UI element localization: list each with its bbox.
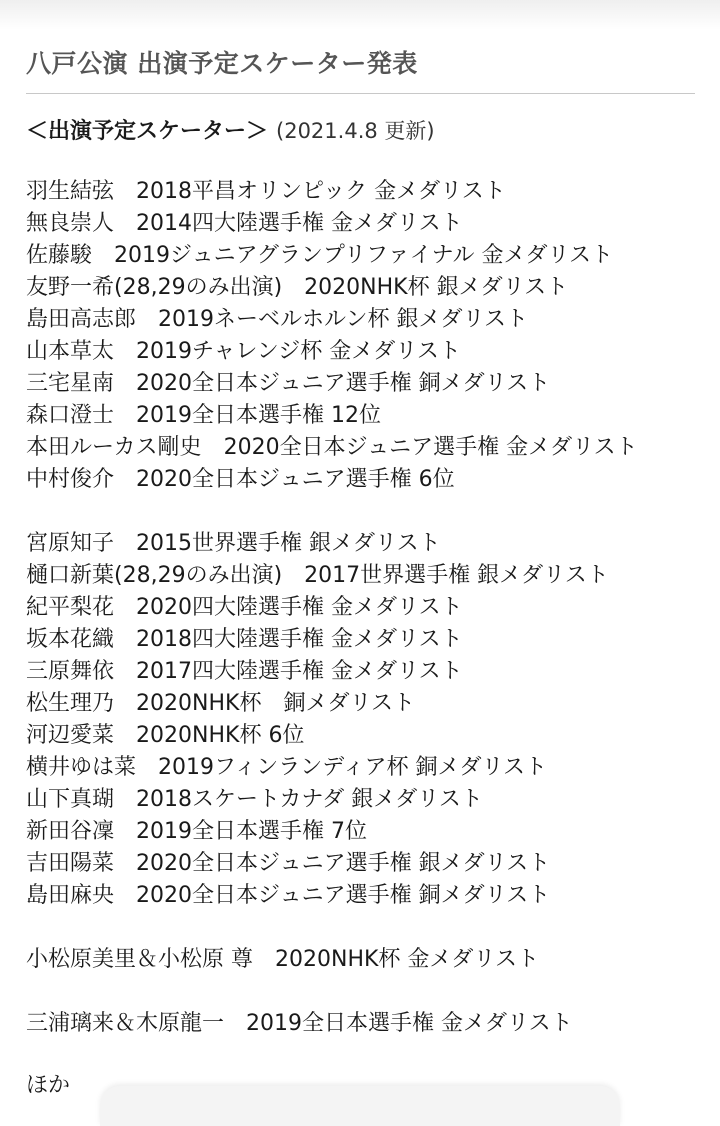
skater-achievement: 2020全日本ジュニア選手権 6位 bbox=[136, 467, 455, 492]
skater-entry bbox=[26, 402, 381, 430]
others-note: ほか bbox=[26, 1073, 71, 1098]
skater-entry bbox=[26, 882, 550, 910]
skater-entry bbox=[26, 850, 550, 878]
skater-name: 森口澄士 bbox=[26, 403, 115, 428]
skater-achievement: 2018四大陸選手権 金メダリスト bbox=[136, 627, 463, 652]
skater-achievement: 2019全日本選手権 7位 bbox=[136, 819, 368, 844]
skater-achievement: 2019全日本選手権 12位 bbox=[136, 403, 382, 428]
skater-name: 島田麻央 bbox=[26, 883, 115, 908]
skater-achievement: 2018平昌オリンピック 金メダリスト bbox=[136, 179, 506, 204]
bottom-sheet[interactable] bbox=[100, 1086, 620, 1126]
skater-achievement: 2019フィンランディア杯 銅メダリスト bbox=[158, 755, 548, 780]
skater-name: 宮原知子 bbox=[26, 531, 115, 556]
skater-achievement: 2020全日本ジュニア選手権 金メダリスト bbox=[223, 435, 638, 460]
skater-entry bbox=[26, 274, 568, 302]
skater-achievement: 2020全日本ジュニア選手権 銀メダリスト bbox=[136, 851, 551, 876]
skater-entry bbox=[26, 434, 638, 462]
skater-name: 島田高志郎 bbox=[26, 307, 137, 332]
skater-name: 三宅星南 bbox=[26, 371, 115, 396]
pair-names: 小松原美里＆小松原 尊 bbox=[26, 947, 253, 972]
skater-achievement: 2017世界選手権 銀メダリスト bbox=[304, 563, 609, 588]
skater-name: 中村俊介 bbox=[26, 467, 115, 492]
title-divider bbox=[26, 93, 695, 94]
skater-achievement: 2015世界選手権 銀メダリスト bbox=[136, 531, 441, 556]
skater-name: 河辺愛菜 bbox=[26, 723, 115, 748]
skater-achievement: 2020全日本ジュニア選手権 銅メダリスト bbox=[136, 883, 551, 908]
skater-achievement: 2019ネーベルホルン杯 銀メダリスト bbox=[158, 307, 529, 332]
skater-achievement: 2020NHK杯 銅メダリスト bbox=[136, 691, 416, 716]
skater-entry bbox=[26, 370, 550, 398]
skater-name: 松生理乃 bbox=[26, 691, 115, 716]
skater-achievement: 2018スケートカナダ 銀メダリスト bbox=[136, 787, 483, 812]
update-date: (2021.4.8 更新) bbox=[276, 119, 435, 143]
skater-achievement: 2020NHK杯 銀メダリスト bbox=[304, 275, 569, 300]
top-shade bbox=[0, 0, 720, 30]
skater-entry bbox=[26, 562, 609, 590]
skater-name: 樋口新葉(28,29のみ出演) bbox=[26, 563, 283, 588]
skater-name: 無良崇人 bbox=[26, 211, 115, 236]
skater-name: 三原舞依 bbox=[26, 659, 115, 684]
skater-entry bbox=[26, 594, 463, 622]
skater-achievement: 2017四大陸選手権 金メダリスト bbox=[136, 659, 463, 684]
skater-name: 羽生結弦 bbox=[26, 179, 115, 204]
skater-entry bbox=[26, 242, 613, 270]
skater-entry bbox=[26, 338, 461, 366]
pair-entry bbox=[26, 946, 539, 974]
skater-achievement: 2019ジュニアグランプリファイナル 金メダリスト bbox=[114, 243, 614, 268]
skater-achievement: 2020NHK杯 6位 bbox=[136, 723, 305, 748]
pair-names: 三浦璃来＆木原龍一 bbox=[26, 1011, 225, 1036]
skater-achievement: 2019チャレンジ杯 金メダリスト bbox=[136, 339, 461, 364]
skater-achievement: 2020四大陸選手権 金メダリスト bbox=[136, 595, 463, 620]
skater-entry bbox=[26, 690, 415, 718]
pair-achievement: 2020NHK杯 金メダリスト bbox=[275, 947, 539, 972]
skater-name: 友野一希(28,29のみ出演) bbox=[26, 275, 283, 300]
pair-achievement: 2019全日本選手権 金メダリスト bbox=[246, 1011, 573, 1036]
skater-name: 紀平梨花 bbox=[26, 595, 115, 620]
skater-name: 山本草太 bbox=[26, 339, 115, 364]
skater-entry bbox=[26, 818, 367, 846]
skater-entry bbox=[26, 530, 441, 558]
pair-entry bbox=[26, 1010, 573, 1038]
skater-name: 本田ルーカス剛史 bbox=[26, 435, 202, 460]
page-title: 八戸公演 出演予定スケーター発表 bbox=[26, 49, 418, 78]
section-heading bbox=[26, 114, 435, 145]
skater-entry bbox=[26, 178, 506, 206]
skater-entry bbox=[26, 210, 463, 238]
skater-entry bbox=[26, 306, 528, 334]
skater-name: 山下真瑚 bbox=[26, 787, 115, 812]
skater-achievement: 2020全日本ジュニア選手権 銅メダリスト bbox=[136, 371, 551, 396]
skater-name: 新田谷凜 bbox=[26, 819, 115, 844]
skater-name: 坂本花織 bbox=[26, 627, 115, 652]
skater-entry bbox=[26, 786, 483, 814]
skater-entry bbox=[26, 466, 455, 494]
skater-entry bbox=[26, 658, 463, 686]
skater-entry bbox=[26, 722, 304, 750]
skater-achievement: 2014四大陸選手権 金メダリスト bbox=[136, 211, 463, 236]
section-heading-label: ＜出演予定スケーター＞ bbox=[26, 119, 269, 144]
skater-entry bbox=[26, 626, 463, 654]
skater-name: 吉田陽菜 bbox=[26, 851, 115, 876]
skater-name: 佐藤駿 bbox=[26, 243, 93, 268]
skater-name: 横井ゆは菜 bbox=[26, 755, 137, 780]
skater-entry bbox=[26, 754, 547, 782]
